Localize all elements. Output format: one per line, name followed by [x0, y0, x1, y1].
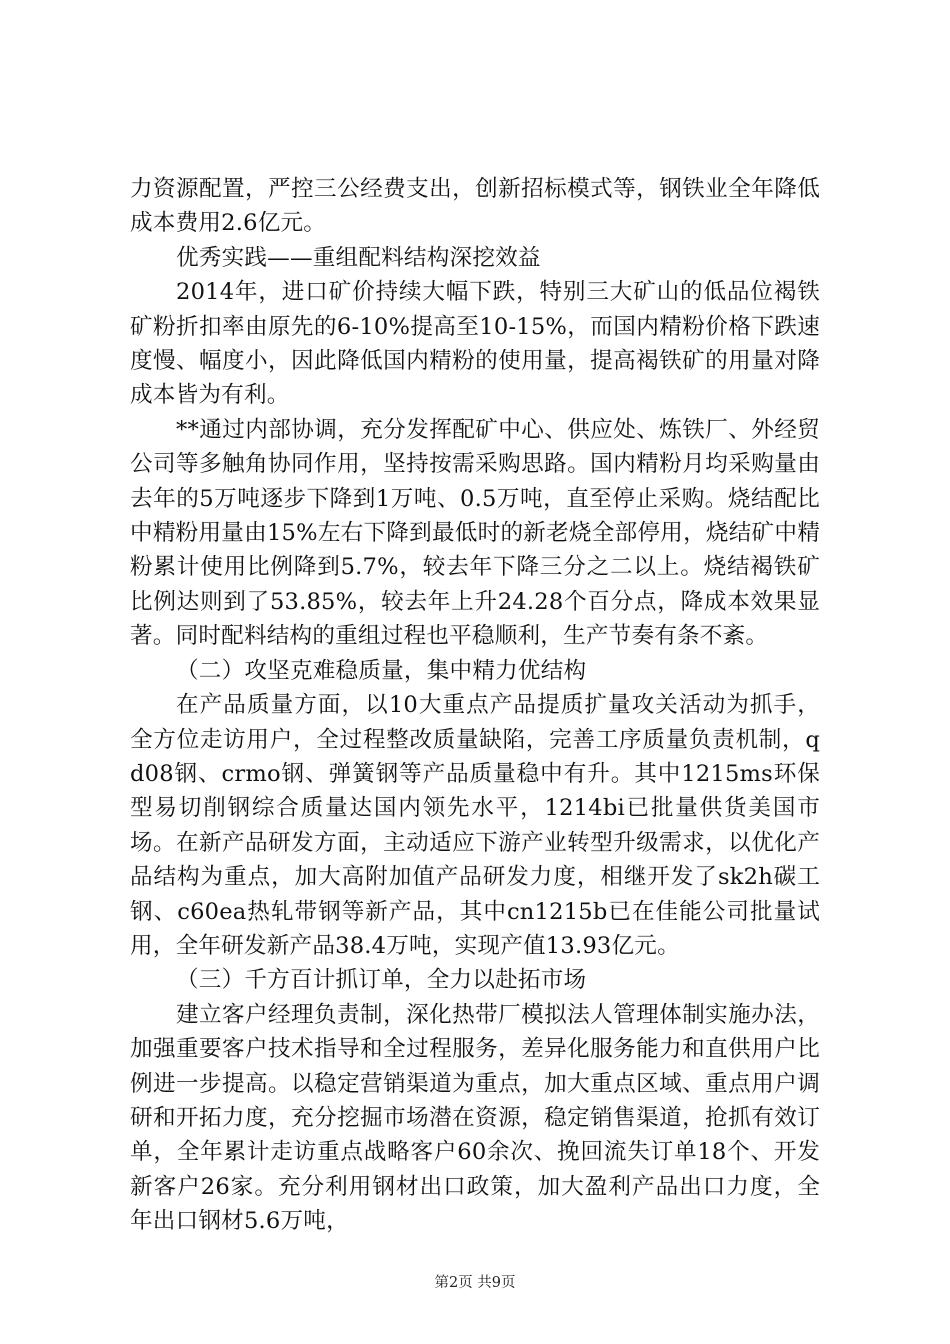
section-heading-best-practice: 优秀实践——重组配料结构深挖效益: [176, 244, 541, 271]
paragraph-product-quality: 在产品质量方面，以10大重点产品提质扩量攻关活动为抓手，全方位走访用户，全过程整改质量缺陷，完善工序质量负责机制，qd08钢、crmo钢、弹簧钢等产品质量稳中有升。其中1215ms环保型易切削钢综合质量达国内领先水平，1214bi已批量供货美国市场。在新产品研发方面，主动适应下游产业转型升级需求，以优化产品结构为重点，加大高附加值产品研发力度，相继开发了sk2h碳工钢、c60ea热轧带钢等新产品，其中cn1215b已在佳能公司批量试用，全年研发新产品38.4万吨，实现产值13.93亿元。: [130, 692, 820, 959]
section-heading-quality: （二）攻坚克难稳质量，集中精力优结构: [176, 657, 587, 684]
page-number-footer: 第2页 共9页: [434, 1275, 516, 1291]
document-body: [130, 172, 820, 1239]
section-heading-market: （三）千方百计抓订单，全力以赴拓市场: [176, 967, 587, 994]
paragraph-ore-price: 2014年，进口矿价持续大幅下跌，特别三大矿山的低品位褐铁矿粉折扣率由原先的6-10%提高至10-15%，而国内精粉价格下跌速度慢、幅度小，因此降低国内精粉的使用量，提高褐铁矿的用量对降成本皆为有利。: [130, 279, 820, 409]
paragraph-internal-coordination: **通过内部协调，充分发挥配矿中心、供应处、炼铁厂、外经贸公司等多触角协同作用，坚持按需采购思路。国内精粉月均采购量由去年的5万吨逐步下降到1万吨、0.5万吨，直至停止采购。烧结配比中精粉用量由15%左右下降到最低时的新老烧全部停用，烧结矿中精粉累计使用比例降到5.7%，较去年下降三分之二以上。烧结褐铁矿比例达则到了53.85%，较去年上升24.28个百分点，降成本效果显著。同时配料结构的重组过程也平稳顺利，生产节奏有条不紊。: [130, 416, 820, 650]
paragraph-market-expansion: 建立客户经理负责制，深化热带厂模拟法人管理体制实施办法，加强重要客户技术指导和全过程服务，差异化服务能力和直供用户比例进一步提高。以稳定营销渠道为重点，加大重点区域、重点用户调研和开拓力度，充分挖掘市场潜在资源，稳定销售渠道，抢抓有效订单，全年累计走访重点战略客户60余次、挽回流失订单18个、开发新客户26家。充分利用钢材出口政策，加大盈利产品出口力度，全年出口钢材5.6万吨，: [130, 1001, 820, 1235]
paragraph-continuation: 力资源配置，严控三公经费支出，创新招标模式等，钢铁业全年降低成本费用2.6亿元。: [130, 176, 820, 237]
